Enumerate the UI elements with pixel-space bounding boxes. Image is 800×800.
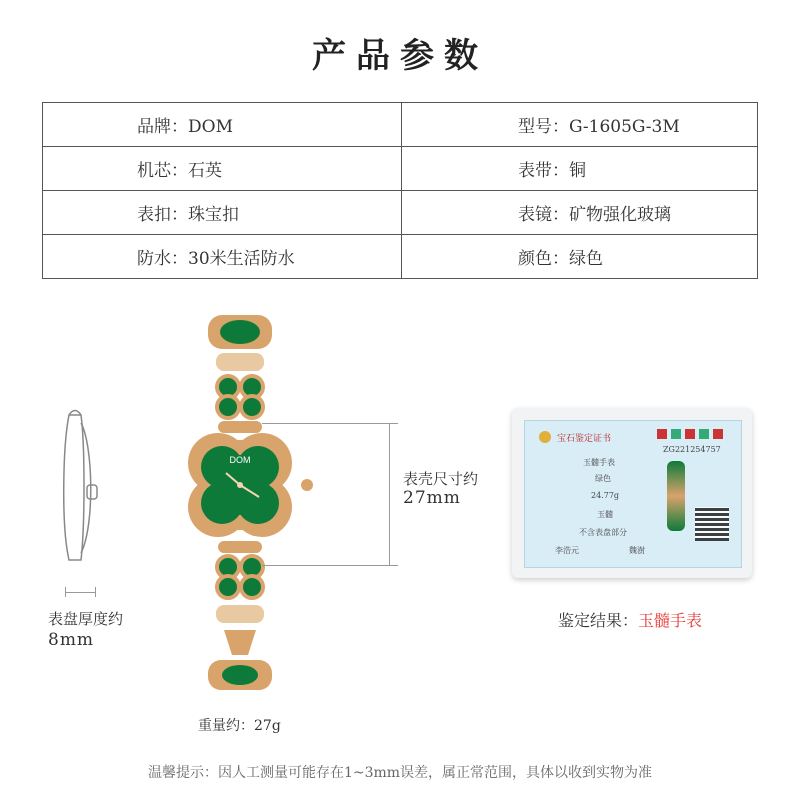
thickness-label: 表盘厚度约 <box>48 610 124 628</box>
case-size-top-line <box>262 423 398 424</box>
certificate-weight: 24.77g <box>591 491 620 500</box>
certificate-watch-photo <box>667 461 685 531</box>
spec-cell-model: 型号：G-1605G-3M <box>402 103 758 147</box>
spec-cell-glass: 表镜：矿物强化玻璃 <box>402 191 758 235</box>
certificate-seal-icon <box>539 431 551 443</box>
watch-side-profile-image <box>55 405 115 570</box>
spec-cell-waterproof: 防水：30米生活防水 <box>43 235 402 279</box>
thickness-tick-right <box>95 587 96 597</box>
dial-brand-text: DOM <box>229 455 251 465</box>
spec-row <box>43 103 758 147</box>
certificate-material: 玉髓 <box>597 510 613 519</box>
certificate-number: ZG221254757 <box>663 445 721 454</box>
certificate-name: 玉髓手表 <box>583 458 615 467</box>
case-size-vertical-line <box>389 423 390 565</box>
gem-certificate-card <box>512 408 752 578</box>
footer-note: 温馨提示：因人工测量可能存在1~3mm误差，属正常范围，具体以收到实物为准 <box>147 765 653 781</box>
certificate-checker: 魏澍 <box>629 546 645 555</box>
weight-label: 重量约：27g <box>198 718 281 734</box>
spec-cell-brand: 品牌：DOM <box>43 103 402 147</box>
spec-row <box>43 147 758 191</box>
watch-product-image <box>160 305 320 700</box>
certificate-logos <box>657 429 727 439</box>
result-value: 玉髓手表 <box>638 611 703 630</box>
certificate-panel <box>524 420 742 568</box>
spec-cell-color: 颜色：绿色 <box>402 235 758 279</box>
spec-row <box>43 191 758 235</box>
certification-result <box>558 608 702 631</box>
certificate-heading: 宝石鉴定证书 <box>557 434 612 444</box>
spec-row <box>43 235 758 279</box>
case-size-bottom-line <box>262 565 398 566</box>
spec-cell-clasp: 表扣：珠宝扣 <box>43 191 402 235</box>
certificate-note: 不含表盘部分 <box>579 528 627 537</box>
page-title: 产品参数 <box>312 36 488 76</box>
case-size-label: 表壳尺寸约 <box>403 470 479 488</box>
spec-cell-strap: 表带：铜 <box>402 147 758 191</box>
spec-table <box>42 102 758 279</box>
certificate-tester: 李浩元 <box>555 546 579 555</box>
thickness-tick-left <box>65 587 66 597</box>
qr-code-icon <box>695 507 729 541</box>
certificate-color: 绿色 <box>595 474 611 483</box>
case-size-value: 27mm <box>403 488 461 508</box>
thickness-value: 8mm <box>48 630 95 650</box>
spec-cell-movement: 机芯：石英 <box>43 147 402 191</box>
result-label: 鉴定结果： <box>558 611 639 630</box>
thickness-dimension-line <box>65 592 95 593</box>
